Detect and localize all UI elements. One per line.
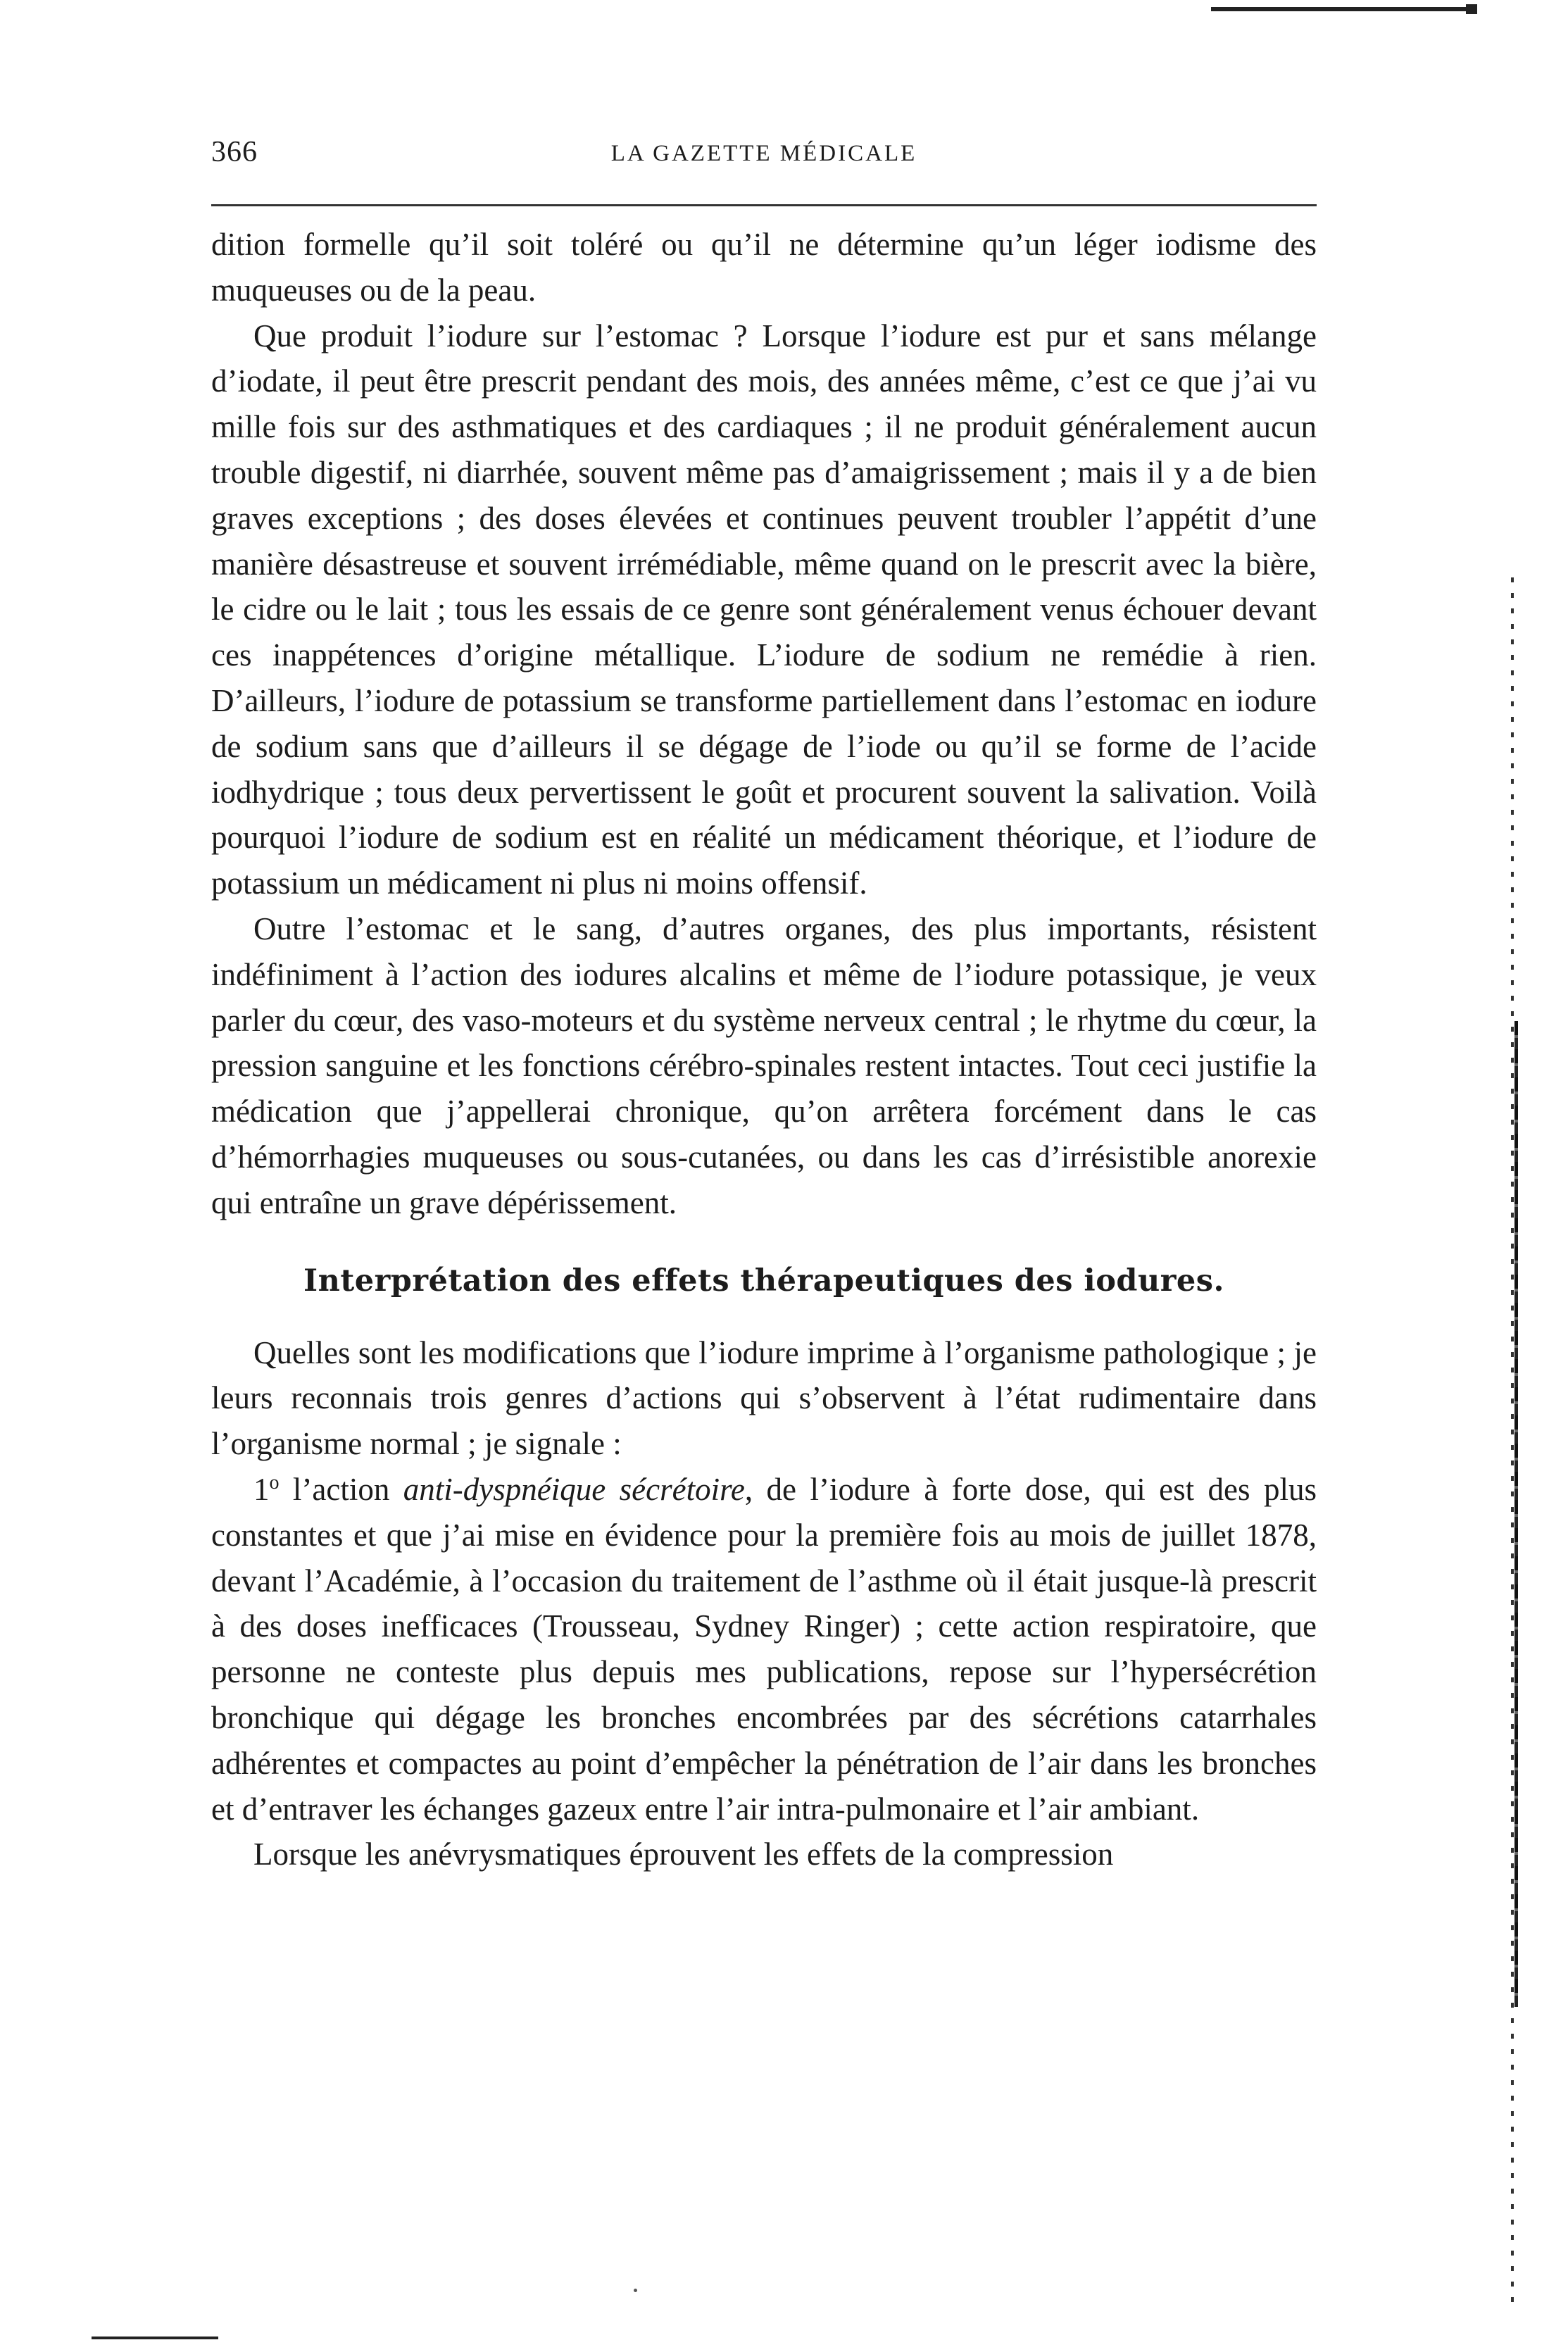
paragraph-anevrysmatiques: Lorsque les anévrysmatiques éprouvent les effets de la compression <box>253 1837 1114 1872</box>
action-intro: l’action <box>279 1471 403 1507</box>
paragraph-action-anti-dyspneique <box>211 1467 1317 1832</box>
paragraph-continuation: dition formelle qu’il soit toléré ou qu’il ne détermine qu’un léger iodisme des muqueuses ou de la peau. <box>211 227 1317 308</box>
scan-edge-right-binding <box>1514 1021 1518 2007</box>
page-number: 366 <box>211 136 258 168</box>
paragraph-modifications: Quelles sont les modifications que l’iodure imprime à l’organisme pathologique ; je leurs reconnais trois genres d’actions qui s’observent à l’état rudimentaire dans l’organisme normal ; je signale : <box>211 1334 1317 1462</box>
scan-edge-right-dashes <box>1511 577 1514 2310</box>
paragraph-estomac: Que produit l’iodure sur l’estomac ? Lorsque l’iodure est pur et sans mélange d’iodate, il peut être prescrit pendant des mois, des années même, c’est ce que j’ai vu mille fois sur des asthmatiques et des cardiaques ; il ne produit généralement aucun trouble digestif, ni diarrhée, souvent même pas d’amaigrissement ; mais il y a de bien graves exceptions ; des doses élevées et continues peuvent troubler l’appétit d’une manière désastreuse et souvent irrémédiable, même quand on le prescrit avec la bière, le cidre ou le lait ; tous les essais de ce genre sont généralement venus échouer devant ces inappétences d’origine métallique. L’iodure de sodium ne remédie à rien. D’ailleurs, l’iodure de potassium se transforme partiellement dans l’estomac en iodure de sodium sans que d’ailleurs il se dégage de l’iode ou qu’il se forme de l’acide iodhydrique ; tous deux pervertissent le goût et procurent souvent la salivation. Voilà pourquoi l’iodure de sodium est en réalité un médicament théorique, et l’iodure de potassium un médicament ni plus ni moins offensif. <box>211 318 1317 901</box>
article-body <box>211 222 1317 1877</box>
paragraph-organes: Outre l’estomac et le sang, d’autres organes, des plus importants, résistent indéfiniment à l’action des iodures alcalins et même de l’iodure potassique, je veux parler du cœur, des vaso-moteurs et du système nerveux central ; le rhytme du cœur, la pression sanguine et les fonctions cérébro-spinales restent intactes. Tout ceci justifie la médication que j’appellerai chronique, qu’on arrêtera forcément dans le cas d’hémorrhagies muqueuses ou sous-cutanées, ou dans les cas d’irrésistible anorexie qui entraîne un grave dépérissement. <box>211 911 1317 1220</box>
header-rule <box>211 204 1317 206</box>
list-number-superscript: o <box>269 1471 280 1494</box>
scan-edge-mark-bottom <box>92 2337 218 2339</box>
section-heading: Interprétation des effets thérapeutiques des iodures. <box>303 1263 1224 1299</box>
list-number: 1 <box>253 1471 270 1507</box>
running-title: LA GAZETTE MÉDICALE <box>610 141 917 166</box>
action-description: , de l’iodure à forte dose, qui est des plus constantes et que j’ai mise en évidence pour la première fois au mois de juillet 1878, devant l’Académie, à l’occasion du traitement de l’asthme où il était jusque-là prescrit à des doses inefficaces (Trousseau, Sydney Ringer) ; cette action respiratoire, que personne ne conteste plus depuis mes publications, repose sur l’hypersécrétion bronchique qui dégage les bronches encombrées par des sécrétions catarrhales adhérentes et compactes au point d’empêcher la pénétration de l’air dans les bronches et d’entraver les échanges gazeux entre l’air intra-pulmonaire et l’air ambiant. <box>211 1471 1317 1827</box>
scan-edge-mark-top <box>1211 7 1472 11</box>
action-term: anti-dyspnéique sécrétoire <box>403 1471 745 1507</box>
page-header <box>211 135 1317 177</box>
scan-speck <box>634 2289 637 2292</box>
